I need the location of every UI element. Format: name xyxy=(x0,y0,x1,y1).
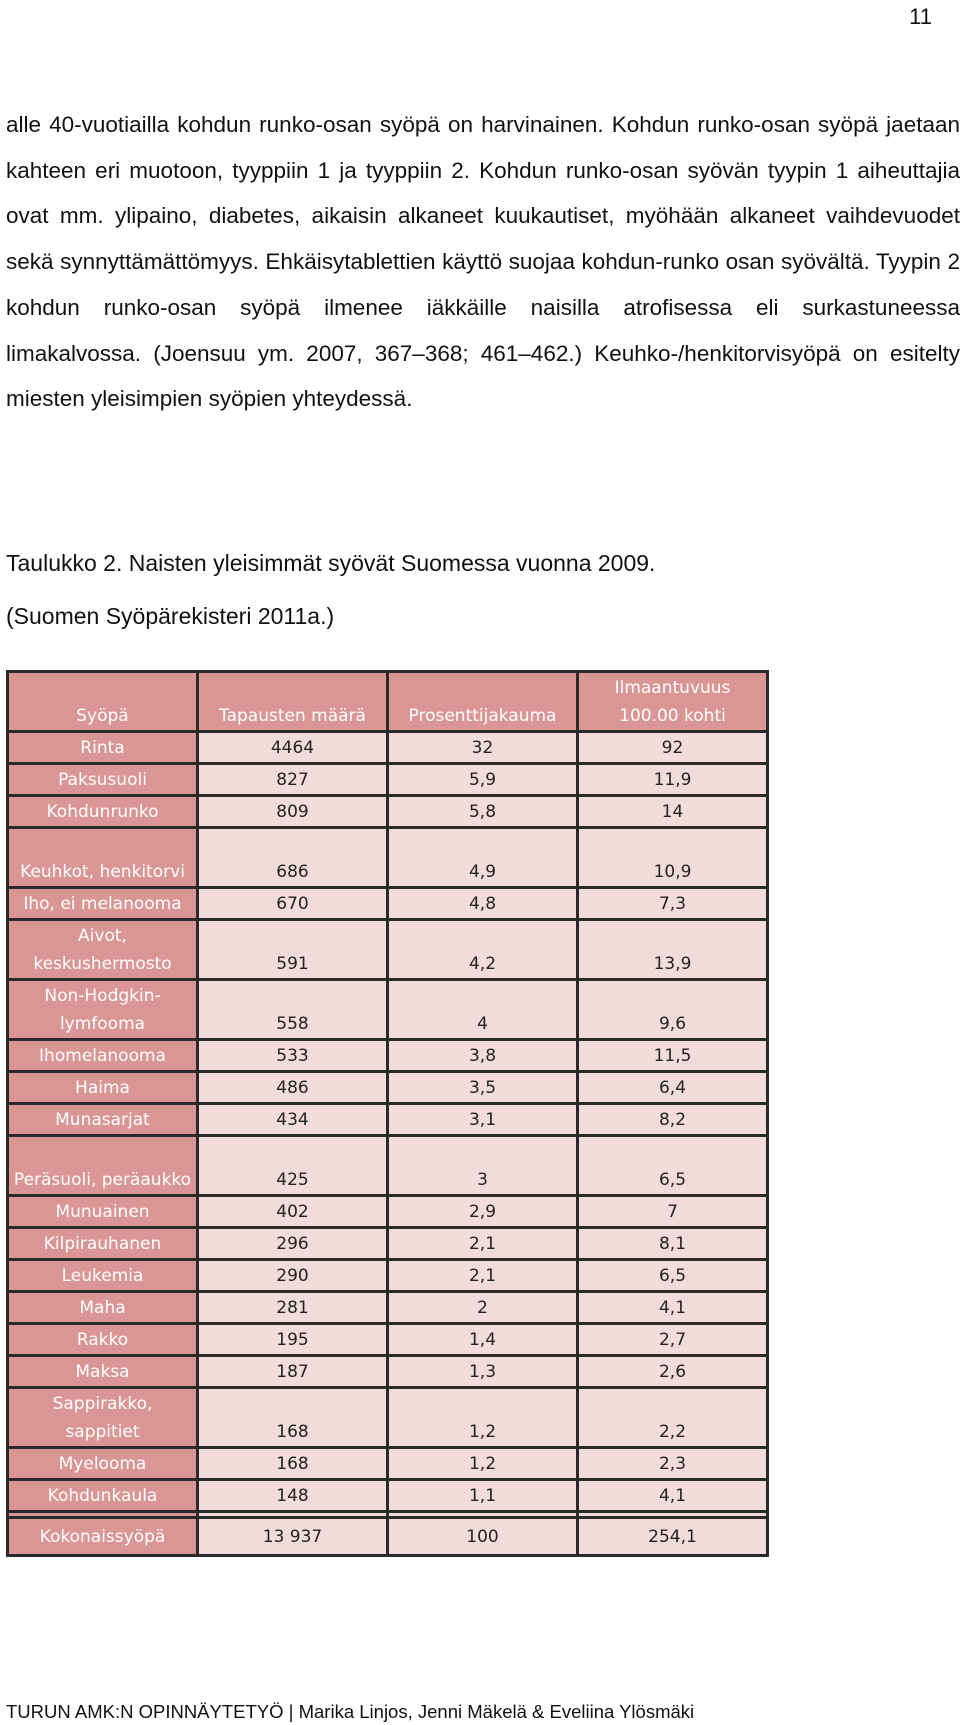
cancer-name-cell: Rakko xyxy=(8,1324,198,1356)
table-row xyxy=(8,1324,768,1356)
cancer-name-cell: Paksusuoli xyxy=(8,764,198,796)
table-row xyxy=(8,1356,768,1388)
table-row xyxy=(8,1040,768,1072)
cancer-name-cell: Munasarjat xyxy=(8,1104,198,1136)
table-row xyxy=(8,1104,768,1136)
table-row xyxy=(8,1260,768,1292)
percent-cell: 4 xyxy=(388,980,578,1040)
cancer-name-cell: Rinta xyxy=(8,732,198,764)
cancer-name-cell: Kilpirauhanen xyxy=(8,1228,198,1260)
cancer-statistics-table xyxy=(6,670,769,1557)
cases-cell: 425 xyxy=(198,1136,388,1196)
table-row xyxy=(8,920,768,980)
table-caption: Taulukko 2. Naisten yleisimmät syövät Suomessa vuonna 2009. xyxy=(6,550,656,576)
cancer-name-cell: Munuainen xyxy=(8,1196,198,1228)
cancer-name-cell: Keuhkot, henkitorvi xyxy=(8,828,198,888)
header-percent: Prosenttijakauma xyxy=(388,672,578,732)
cancer-name-cell: Peräsuoli, peräaukko xyxy=(8,1136,198,1196)
cancer-name-cell: Non-Hodgkin-lymfooma xyxy=(8,980,198,1040)
percent-cell: 4,2 xyxy=(388,920,578,980)
percent-cell: 3,5 xyxy=(388,1072,578,1104)
percent-cell: 4,9 xyxy=(388,828,578,888)
cases-cell: 827 xyxy=(198,764,388,796)
percent-cell: 2,9 xyxy=(388,1196,578,1228)
percent-cell: 1,2 xyxy=(388,1448,578,1480)
table-row xyxy=(8,1228,768,1260)
cases-cell: 168 xyxy=(198,1388,388,1448)
incidence-cell: 13,9 xyxy=(578,920,768,980)
incidence-cell: 2,3 xyxy=(578,1448,768,1480)
incidence-cell: 6,5 xyxy=(578,1260,768,1292)
cases-cell: 402 xyxy=(198,1196,388,1228)
cases-cell: 434 xyxy=(198,1104,388,1136)
cases-cell: 591 xyxy=(198,920,388,980)
table-row xyxy=(8,1448,768,1480)
total-name-cell: Kokonaissyöpä xyxy=(8,1518,198,1556)
body-paragraph: alle 40-vuotiailla kohdun runko-osan syöpä on harvinainen. Kohdun runko-osan syöpä jaetaan kahteen eri muotoon, tyyppiin 1 ja tyyppiin 2. Kohdun runko-osan syövän tyypin 1 aiheuttajia ovat mm. ylipaino, diabetes, aikaisin alkaneet kuukautiset, myöhään alkaneet vaihdevuodet sekä synnyttämättömyys. Ehkäisytablettien käyttö suojaa kohdun-runko osan syövältä. Tyypin 2 kohdun runko-osan syöpä ilmenee iäkkäille naisilla atrofisessa eli surkastuneessa limakalvossa. (Joensuu ym. 2007, 367–368; 461–462.) Keuhko-/henkitorvisyöpä on esitelty miesten yleisimpien syöpien yhteydessä. xyxy=(6,112,960,412)
percent-cell: 3,1 xyxy=(388,1104,578,1136)
cases-cell: 686 xyxy=(198,828,388,888)
total-cases-cell: 13 937 xyxy=(198,1518,388,1556)
total-incidence-cell: 254,1 xyxy=(578,1518,768,1556)
table-row xyxy=(8,888,768,920)
percent-cell: 2,1 xyxy=(388,1228,578,1260)
cases-cell: 4464 xyxy=(198,732,388,764)
table-source: (Suomen Syöpärekisteri 2011a.) xyxy=(6,603,335,629)
table-row xyxy=(8,1072,768,1104)
cancer-name-cell: Kohdunkaula xyxy=(8,1480,198,1512)
incidence-cell: 4,1 xyxy=(578,1480,768,1512)
incidence-cell: 11,9 xyxy=(578,764,768,796)
incidence-cell: 7,3 xyxy=(578,888,768,920)
table-header-row xyxy=(8,672,768,732)
percent-cell: 4,8 xyxy=(388,888,578,920)
table-row xyxy=(8,732,768,764)
cases-cell: 670 xyxy=(198,888,388,920)
cases-cell: 533 xyxy=(198,1040,388,1072)
cancer-name-cell: Ihomelanooma xyxy=(8,1040,198,1072)
table-body xyxy=(8,732,768,1556)
percent-cell: 1,4 xyxy=(388,1324,578,1356)
cases-cell: 486 xyxy=(198,1072,388,1104)
cancer-name-cell: Leukemia xyxy=(8,1260,198,1292)
page-number: 11 xyxy=(909,4,932,29)
cases-cell: 281 xyxy=(198,1292,388,1324)
table-row xyxy=(8,980,768,1040)
cases-cell: 558 xyxy=(198,980,388,1040)
table-row xyxy=(8,1388,768,1448)
header-cases: Tapausten määrä xyxy=(198,672,388,732)
cancer-name-cell: Sappirakko, sappitiet xyxy=(8,1388,198,1448)
table-row xyxy=(8,796,768,828)
incidence-cell: 92 xyxy=(578,732,768,764)
cases-cell: 296 xyxy=(198,1228,388,1260)
percent-cell: 1,3 xyxy=(388,1356,578,1388)
incidence-cell: 11,5 xyxy=(578,1040,768,1072)
percent-cell: 3,8 xyxy=(388,1040,578,1072)
incidence-cell: 6,4 xyxy=(578,1072,768,1104)
incidence-cell: 9,6 xyxy=(578,980,768,1040)
cancer-name-cell: Iho, ei melanooma xyxy=(8,888,198,920)
percent-cell: 32 xyxy=(388,732,578,764)
percent-cell: 2,1 xyxy=(388,1260,578,1292)
percent-cell: 5,8 xyxy=(388,796,578,828)
percent-cell: 1,1 xyxy=(388,1480,578,1512)
incidence-cell: 8,1 xyxy=(578,1228,768,1260)
incidence-cell: 8,2 xyxy=(578,1104,768,1136)
cancer-name-cell: Kohdunrunko xyxy=(8,796,198,828)
cases-cell: 168 xyxy=(198,1448,388,1480)
cancer-name-cell: Myelooma xyxy=(8,1448,198,1480)
cancer-name-cell: Maksa xyxy=(8,1356,198,1388)
incidence-cell: 4,1 xyxy=(578,1292,768,1324)
incidence-cell: 10,9 xyxy=(578,828,768,888)
cancer-name-cell: Aivot, keskushermosto xyxy=(8,920,198,980)
table-row xyxy=(8,1196,768,1228)
percent-cell: 5,9 xyxy=(388,764,578,796)
incidence-cell: 14 xyxy=(578,796,768,828)
table-row xyxy=(8,828,768,888)
table-total-row xyxy=(8,1518,768,1556)
percent-cell: 1,2 xyxy=(388,1388,578,1448)
table-row xyxy=(8,1136,768,1196)
cancer-name-cell: Maha xyxy=(8,1292,198,1324)
incidence-cell: 6,5 xyxy=(578,1136,768,1196)
cases-cell: 195 xyxy=(198,1324,388,1356)
incidence-cell: 7 xyxy=(578,1196,768,1228)
percent-cell: 2 xyxy=(388,1292,578,1324)
cases-cell: 148 xyxy=(198,1480,388,1512)
cancer-name-cell: Haima xyxy=(8,1072,198,1104)
header-incidence: Ilmaantuvuus 100.00 kohti xyxy=(578,672,768,732)
header-cancer: Syöpä xyxy=(8,672,198,732)
incidence-cell: 2,2 xyxy=(578,1388,768,1448)
table-row xyxy=(8,1292,768,1324)
table-row xyxy=(8,1480,768,1512)
cases-cell: 809 xyxy=(198,796,388,828)
cases-cell: 290 xyxy=(198,1260,388,1292)
incidence-cell: 2,7 xyxy=(578,1324,768,1356)
incidence-cell: 2,6 xyxy=(578,1356,768,1388)
total-percent-cell: 100 xyxy=(388,1518,578,1556)
percent-cell: 3 xyxy=(388,1136,578,1196)
page-footer: TURUN AMK:N OPINNÄYTETYÖ | Marika Linjos, Jenni Mäkelä & Eveliina Ylösmäki xyxy=(6,1701,695,1722)
table-row xyxy=(8,764,768,796)
cases-cell: 187 xyxy=(198,1356,388,1388)
